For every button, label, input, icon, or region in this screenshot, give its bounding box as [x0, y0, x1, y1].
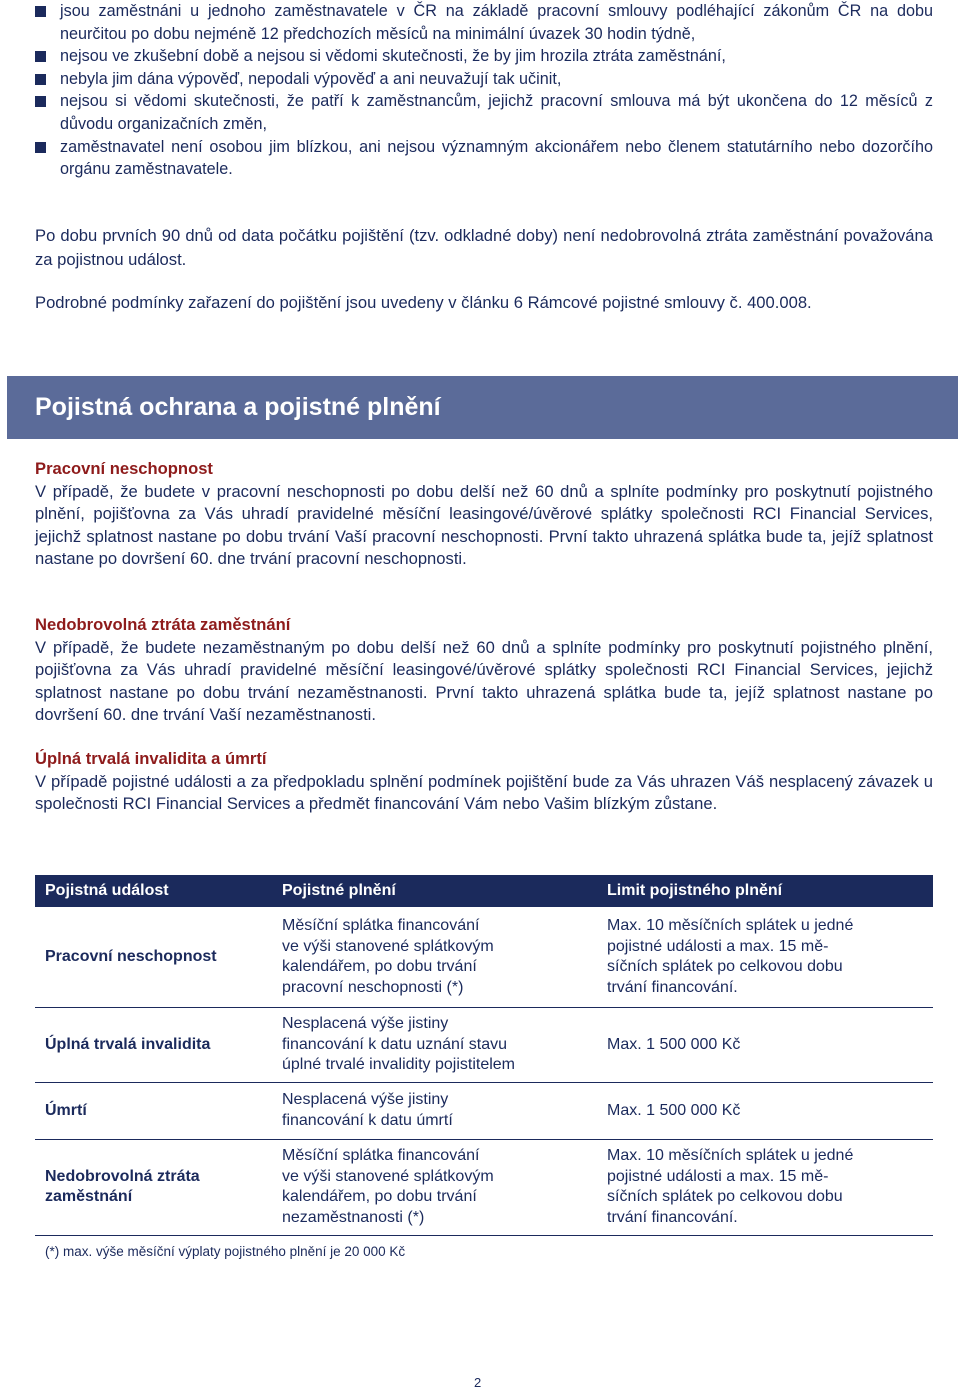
conditions-paragraph: Podrobné podmínky zařazení do pojištění jsou uvedeny v článku 6 Rámcové pojistné smlouvy č. 400.008. [35, 293, 812, 312]
table-row [35, 907, 933, 1007]
waiting-period-paragraph: Po dobu prvních 90 dnů od data počátku pojištění (tzv. odkladné doby) není nedobrovolná ztráta zaměstnání považována za pojistnou událost. [35, 226, 933, 269]
benefits-table [35, 875, 933, 1268]
cell-line: síčních splátek po celkovou dobu [607, 1188, 843, 1206]
cell-line: pojistné události a max. 15 mě- [607, 1167, 829, 1185]
cell-line: síčních splátek po celkovou dobu [607, 958, 843, 975]
bullet-text: zaměstnavatel není osobou jim blízkou, ani nejsou významným akcionářem nebo členem statutárního nebo dozorčího orgánu zaměstnavatele. [60, 137, 933, 179]
section-heading: Úplná trvalá invalidita a úmrtí [35, 749, 267, 768]
cell-line: Max. 1 500 000 Kč [607, 1035, 741, 1053]
eligibility-bullet-list [35, 0, 933, 181]
cell-line: Měsíční splátka financování [282, 917, 480, 934]
limit-cell [597, 1008, 933, 1082]
bullet-text: jsou zaměstnáni u jednoho zaměstnavatele v ČR na základě pracovní smlouvy podléhající zákonům ČR na dobu neurčitou po dobu nejméně 12 předchozích měsíců na minimální úvazek 30 hodin týdně, [60, 2, 933, 43]
section-banner [7, 376, 958, 439]
cell-line: kalendářem, po dobu trvání [282, 958, 477, 975]
event-cell: Úplná trvalá invalidita [45, 1035, 211, 1053]
bullet-item [35, 0, 933, 45]
bullet-item [35, 45, 933, 68]
table-row [35, 1008, 933, 1082]
square-bullet-icon [35, 6, 46, 17]
cell-line: trvání financování. [607, 1208, 738, 1226]
bullet-text: nebyla jim dána výpověď, nepodali výpověď a ani neuvažují tak učinit, [60, 69, 562, 88]
banner-title: Pojistná ochrana a pojistné plnění [35, 393, 441, 421]
table-row [35, 1140, 933, 1235]
table-footnote-row [35, 1235, 933, 1268]
cell-line: ve výši stanovené splátkovým [282, 937, 494, 955]
column-header: Pojistné plnění [272, 875, 597, 907]
cell-line: Nesplacená výše jistiny [282, 1015, 449, 1032]
cell-line: Max. 10 měsíčních splátek u jedné [607, 917, 854, 934]
cell-line: financování k datu uznání stavu [282, 1035, 508, 1053]
table-row [35, 1082, 933, 1139]
benefit-cell [272, 907, 597, 1007]
benefit-cell [272, 1082, 597, 1139]
square-bullet-icon [35, 96, 46, 107]
cell-line: nezaměstnanosti (*) [282, 1208, 425, 1226]
cell-line: pracovní neschopnosti (*) [282, 978, 464, 996]
bullet-text: nejsou ve zkušební době a nejsou si vědomi skutečnosti, že by jim hrozila ztráta zaměstnání, [60, 47, 726, 66]
section-work-incapacity [35, 458, 933, 571]
square-bullet-icon [35, 142, 46, 153]
bullet-item [35, 68, 933, 91]
event-cell: Úmrtí [45, 1101, 87, 1119]
table-footnote: (*) max. výše měsíční výplaty pojistného plnění je 20 000 Kč [45, 1243, 406, 1259]
page-number: 2 [474, 1375, 482, 1390]
square-bullet-icon [35, 51, 46, 62]
cell-line: úplné trvalé invalidity pojistitelem [282, 1056, 515, 1073]
section-heading: Pracovní neschopnost [35, 459, 213, 478]
cell-line: Nesplacená výše jistiny [282, 1091, 449, 1109]
cell-line: trvání financování. [607, 978, 738, 996]
cell-line: Max. 10 měsíčních splátek u jedné [607, 1147, 854, 1165]
event-cell: Pracovní neschopnost [45, 947, 217, 965]
section-disability-death [35, 748, 933, 816]
bullet-item [35, 90, 933, 135]
column-header: Limit pojistného plnění [597, 875, 933, 907]
column-header: Pojistná událost [35, 875, 272, 907]
bullet-item [35, 136, 933, 181]
section-body: V případě, že budete nezaměstnaným po dobu delší než 60 dnů a splníte podmínky pro poskytnutí pojistného plnění, pojišťovna za Vás uhradí pravidelné měsíční leasingové/úvěrové splátky společnosti RCI Financial Services, jejichž splatnost nastane po dobu trvání nezaměstnanosti. První takto uhrazená splátka bude ta, jejíž splatnost nastane po dovršení 60. dne trvání Vaší nezaměstnanosti. [35, 637, 933, 725]
section-body: V případě, že budete v pracovní neschopnosti po dobu delší než 60 dnů a splníte podmínky pro poskytnutí pojistného plnění, pojišťovna za Vás uhradí pravidelné měsíční leasingové/úvěrové splátky společnosti RCI Financial Services, jejichž splatnost nastane po dobu trvání Vaší pracovní neschopnosti. První takto uhrazená splátka bude ta, jejíž splatnost nastane po dovršení 60. dne trvání pracovní neschopnosti. [35, 481, 933, 569]
benefit-cell [272, 1140, 597, 1235]
cell-line: financování k datu úmrtí [282, 1111, 453, 1129]
square-bullet-icon [35, 74, 46, 85]
section-job-loss [35, 614, 933, 727]
cell-line: pojistné události a max. 15 mě- [607, 937, 829, 955]
table-header-row [35, 875, 933, 907]
event-cell: Nedobrovolná ztráta zaměstnání [45, 1167, 200, 1206]
section-heading: Nedobrovolná ztráta zaměstnání [35, 615, 291, 634]
bullet-text: nejsou si vědomi skutečnosti, že patří k zaměstnancům, jejichž pracovní smlouva má být ukončena do 12 měsíců z důvodu organizačních změn, [60, 92, 933, 133]
cell-line: ve výši stanovené splátkovým [282, 1167, 494, 1185]
cell-line: Měsíční splátka financování [282, 1147, 480, 1165]
cell-line: kalendářem, po dobu trvání [282, 1188, 477, 1206]
cell-line: Max. 1 500 000 Kč [607, 1101, 741, 1119]
limit-cell [597, 907, 933, 1007]
benefit-cell [272, 1008, 597, 1082]
limit-cell [597, 1082, 933, 1139]
section-body: V případě pojistné události a za předpokladu splnění podmínek pojištění bude za Vás uhrazen Váš nesplacený závazek u společnosti RCI Financial Services a předmět financování Vám nebo Vašim blízkým zůstane. [35, 771, 933, 814]
limit-cell [597, 1140, 933, 1235]
